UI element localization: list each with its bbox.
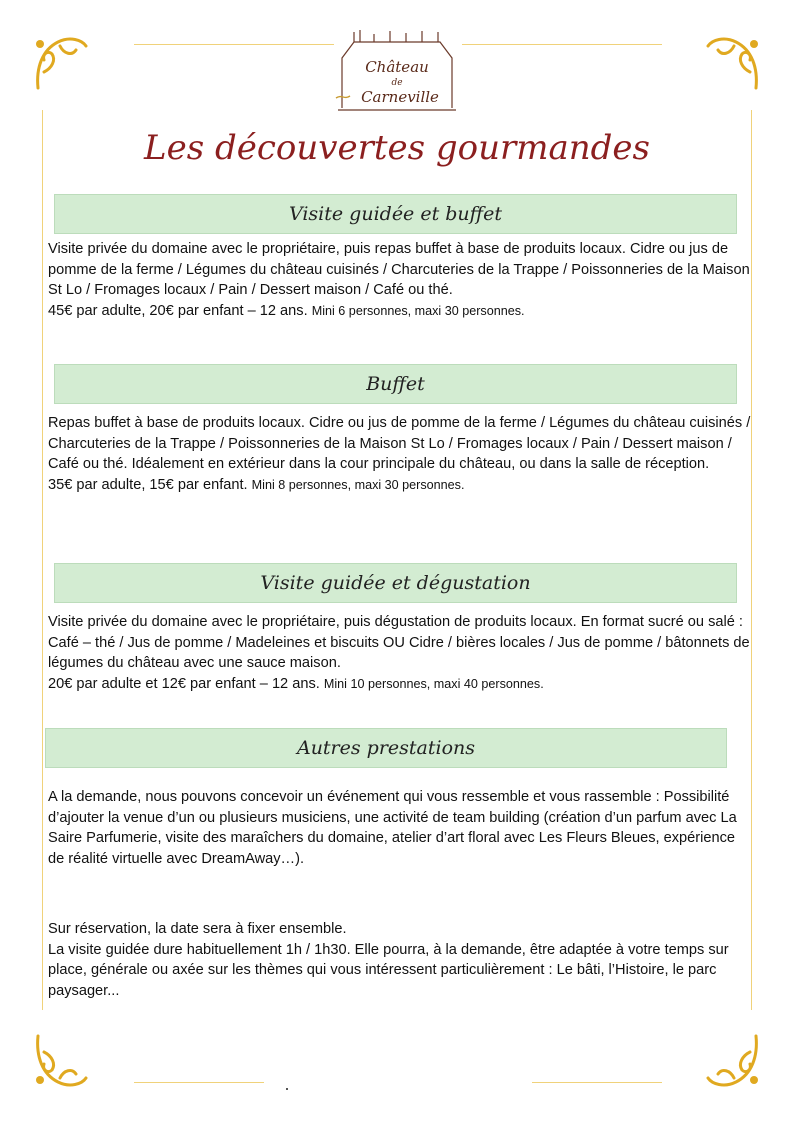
section-limits: Mini 8 personnes, maxi 30 personnes. bbox=[251, 477, 465, 492]
section-heading-text: Visite guidée et dégustation bbox=[260, 572, 531, 594]
section-body-text: A la demande, nous pouvons concevoir un événement qui vous ressemble et vous rassemble : Possibilité d’ajouter la venue d’un ou plusieurs musiciens, une activité de team building (création d’un parfum avec La Saire Parfumerie, visite des maraîchers du domaine, atelier d’art floral avec Les Fleurs Bleues, expérience de réalité virtuelle avec DreamAway…). bbox=[48, 789, 737, 867]
corner-ornament-icon bbox=[30, 32, 92, 94]
corner-ornament-icon bbox=[30, 1030, 92, 1092]
reservation-note-line1: Sur réservation, la date sera à fixer ensemble. bbox=[48, 921, 347, 937]
logo-line2: de bbox=[391, 78, 403, 88]
section-heading-text: Buffet bbox=[366, 373, 425, 395]
page-dot bbox=[286, 1088, 288, 1090]
frame-left-line bbox=[42, 110, 43, 1010]
section-body bbox=[48, 787, 753, 869]
section-body-text: Visite privée du domaine avec le propriétaire, puis dégustation de produits locaux. En format sucré ou salé : Café – thé / Jus de pomme / Madeleines et biscuits OU Cidre / bières locales / Jus de pomme / bâtonnets de légumes du château avec une sauce maison. bbox=[48, 614, 750, 672]
section-heading bbox=[54, 194, 737, 234]
logo-line1: Château bbox=[365, 58, 429, 76]
section-heading bbox=[45, 728, 727, 768]
frame-top-right-line bbox=[462, 44, 662, 45]
reservation-note bbox=[48, 919, 753, 1001]
section-heading-text: Autres prestations bbox=[296, 737, 476, 759]
frame-top-left-line bbox=[134, 44, 334, 45]
frame-bottom-right-line bbox=[532, 1082, 662, 1083]
section-heading bbox=[54, 563, 737, 603]
section-price: 20€ par adulte et 12€ par enfant – 12 ans. bbox=[48, 675, 320, 692]
section-limits: Mini 10 personnes, maxi 40 personnes. bbox=[323, 676, 544, 691]
frame-bottom-left-line bbox=[134, 1082, 264, 1083]
section-price: 35€ par adulte, 15€ par enfant. bbox=[48, 476, 248, 493]
section-heading bbox=[54, 364, 737, 404]
section-limits: Mini 6 personnes, maxi 30 personnes. bbox=[311, 303, 525, 318]
page-title: Les découvertes gourmandes bbox=[144, 128, 650, 168]
section-body bbox=[48, 612, 753, 694]
section-price: 45€ par adulte, 20€ par enfant – 12 ans. bbox=[48, 302, 308, 319]
reservation-note-line2: La visite guidée dure habituellement 1h / 1h30. Elle pourra, à la demande, être adaptée à votre temps sur place, générale ou axée sur les thèmes qui vous intéressent particulièrement : Le bâti, l’Histoire, le parc paysager... bbox=[48, 941, 729, 999]
chateau-logo bbox=[334, 28, 460, 114]
section-body bbox=[48, 413, 753, 495]
section-body-text: Visite privée du domaine avec le propriétaire, puis repas buffet à base de produits locaux. Cidre ou jus de pomme de la ferme / Légumes du château cuisinés / Charcuteries de la Trappe / Poissonneries de la Maison St Lo / Fromages locaux / Pain / Dessert maison / Café ou thé. bbox=[48, 241, 750, 299]
section-body-text: Repas buffet à base de produits locaux. Cidre ou jus de pomme de la ferme / Légumes du château cuisinés / Charcuteries de la Trappe / Poissonneries de la Maison St Lo / Fromages locaux / Pain / Dessert maison / Café ou thé. Idéalement en extérieur dans la cour principale du château, ou dans la salle de réception. bbox=[48, 415, 751, 473]
logo-line3: Carneville bbox=[361, 88, 439, 106]
corner-ornament-icon bbox=[702, 1030, 764, 1092]
section-body bbox=[48, 239, 753, 321]
section-heading-text: Visite guidée et buffet bbox=[288, 203, 503, 225]
corner-ornament-icon bbox=[702, 32, 764, 94]
